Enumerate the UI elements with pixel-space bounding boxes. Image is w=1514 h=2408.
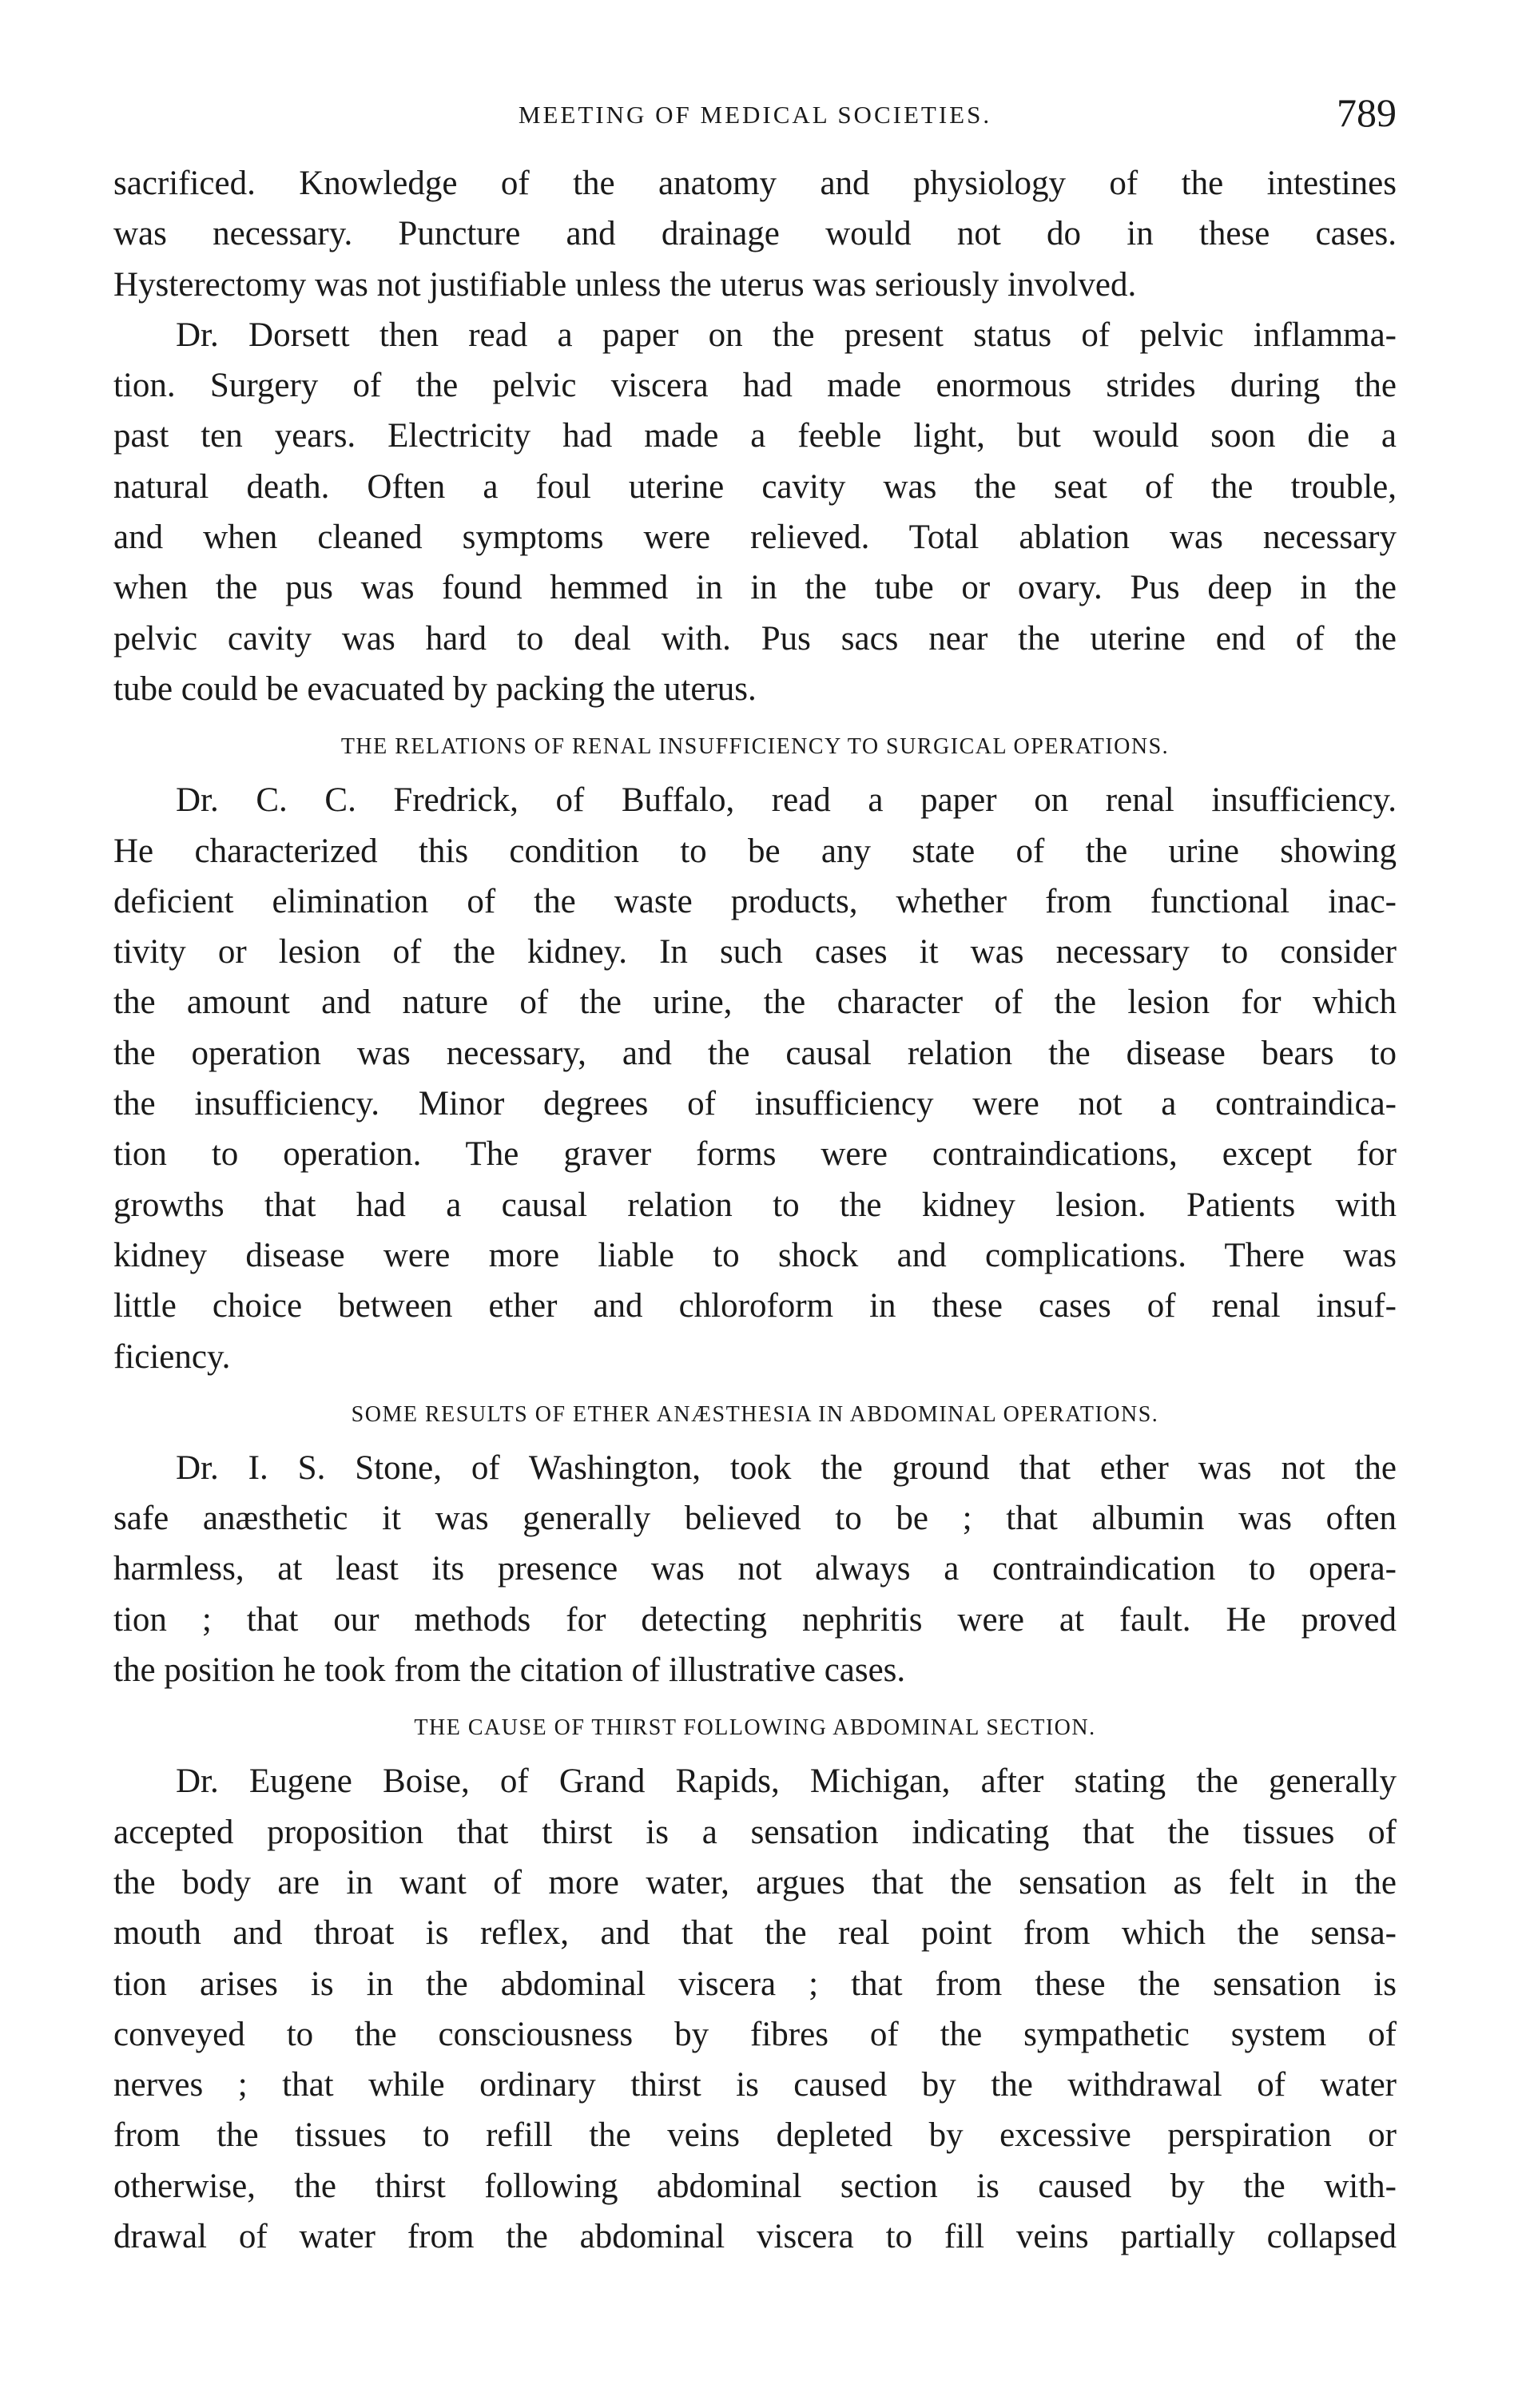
text-line: conveyed to the consciousness by fibres of the sympathetic system of [113, 2015, 1397, 2053]
paragraph [113, 310, 1397, 714]
text-line: sacrificed. Knowledge of the anatomy and physiology of the intestines [113, 165, 1397, 202]
text-line: the amount and nature of the urine, the character of the lesion for which [113, 983, 1397, 1022]
text-line: He characterized this condition to be any state of the urine showing [113, 832, 1397, 870]
text-line: Dr. I. S. Stone, of Washington, took the ground that ether was not the [176, 1448, 1397, 1487]
text-line: the body are in want of more water, argues that the sensation as felt in the [113, 1863, 1397, 1901]
text-line: pelvic cavity was hard to deal with. Pus sacs near the uterine end of the [113, 619, 1397, 658]
paragraph [113, 1756, 1397, 2262]
text-line: Hysterectomy was not justifiable unless the uterus was seriously involved. [113, 265, 1137, 304]
text-line: little choice between ether and chloroform in these cases of renal insuf- [113, 1287, 1397, 1325]
text-line: Dr. Dorsett then read a paper on the present status of pelvic inflamma- [176, 316, 1397, 354]
section-heading: THE CAUSE OF THIRST FOLLOWING ABDOMINAL SECTION. [414, 1715, 1096, 1741]
text-line: nerves ; that while ordinary thirst is caused by the withdrawal of water [113, 2066, 1397, 2104]
text-line: tivity or lesion of the kidney. In such cases it was necessary to consider [113, 933, 1397, 972]
text-line: ficiency. [113, 1337, 231, 1376]
text-line: the position he took from the citation of illustrative cases. [113, 1651, 906, 1690]
section-heading: SOME RESULTS OF ETHER ANÆSTHESIA IN ABDOMINAL OPERATIONS. [351, 1401, 1159, 1427]
text-line: when the pus was found hemmed in in the tube or ovary. Pus deep in the [113, 569, 1397, 607]
paragraph [113, 775, 1397, 1382]
text-line: deficient elimination of the waste products, whether from functional inac- [113, 882, 1397, 920]
text-line: kidney disease were more liable to shock and complications. There was [113, 1236, 1397, 1274]
text-line: tion ; that our methods for detecting nephritis were at fault. He proved [113, 1600, 1397, 1639]
text-line: accepted proposition that thirst is a sensation indicating that the tissues of [113, 1813, 1397, 1851]
text-line: Dr. C. C. Fredrick, of Buffalo, read a paper on renal insufficiency. [176, 781, 1397, 820]
text-line: from the tissues to refill the veins depleted by excessive perspiration or [113, 2116, 1397, 2155]
text-line: growths that had a causal relation to the kidney lesion. Patients with [113, 1186, 1397, 1224]
text-line: the operation was necessary, and the causal relation the disease bears to [113, 1034, 1397, 1072]
text-line: and when cleaned symptoms were relieved. Total ablation was necessary [113, 519, 1397, 557]
text-line: safe anæsthetic it was generally believed to be ; that albumin was often [113, 1500, 1397, 1538]
page-number: 789 [1337, 90, 1397, 135]
paragraph [113, 1443, 1397, 1695]
text-line: otherwise, the thirst following abdominal section is caused by the with- [113, 2167, 1397, 2205]
text-line: mouth and throat is reflex, and that the real point from which the sensa- [113, 1914, 1397, 1953]
running-head [113, 90, 1397, 158]
text-line: past ten years. Electricity had made a feeble light, but would soon die a [113, 417, 1397, 455]
text-line: was necessary. Puncture and drainage would not do in these cases. [113, 215, 1397, 253]
body-text [113, 158, 1397, 2262]
text-line: tion. Surgery of the pelvic viscera had made enormous strides during the [113, 367, 1397, 405]
running-title: MEETING OF MEDICAL SOCIETIES. [518, 101, 992, 129]
text-line: tion arises is in the abdominal viscera ; that from these the sensation is [113, 1965, 1397, 2003]
text-line: tube could be evacuated by packing the uterus. [113, 670, 757, 708]
section-heading: THE RELATIONS OF RENAL INSUFFICIENCY TO SURGICAL OPERATIONS. [340, 734, 1170, 760]
paragraph [113, 158, 1397, 310]
text-line: drawal of water from the abdominal viscera to fill veins partially collapsed [113, 2217, 1397, 2255]
text-line: tion to operation. The graver forms were contraindications, except for [113, 1135, 1397, 1174]
text-line: Dr. Eugene Boise, of Grand Rapids, Michigan, after stating the generally [176, 1762, 1397, 1801]
document-page [113, 90, 1397, 2262]
text-line: the insufficiency. Minor degrees of insufficiency were not a contraindica- [113, 1085, 1397, 1123]
text-line: harmless, at least its presence was not always a contraindication to opera- [113, 1550, 1397, 1588]
text-line: natural death. Often a foul uterine cavity was the seat of the trouble, [113, 467, 1397, 506]
